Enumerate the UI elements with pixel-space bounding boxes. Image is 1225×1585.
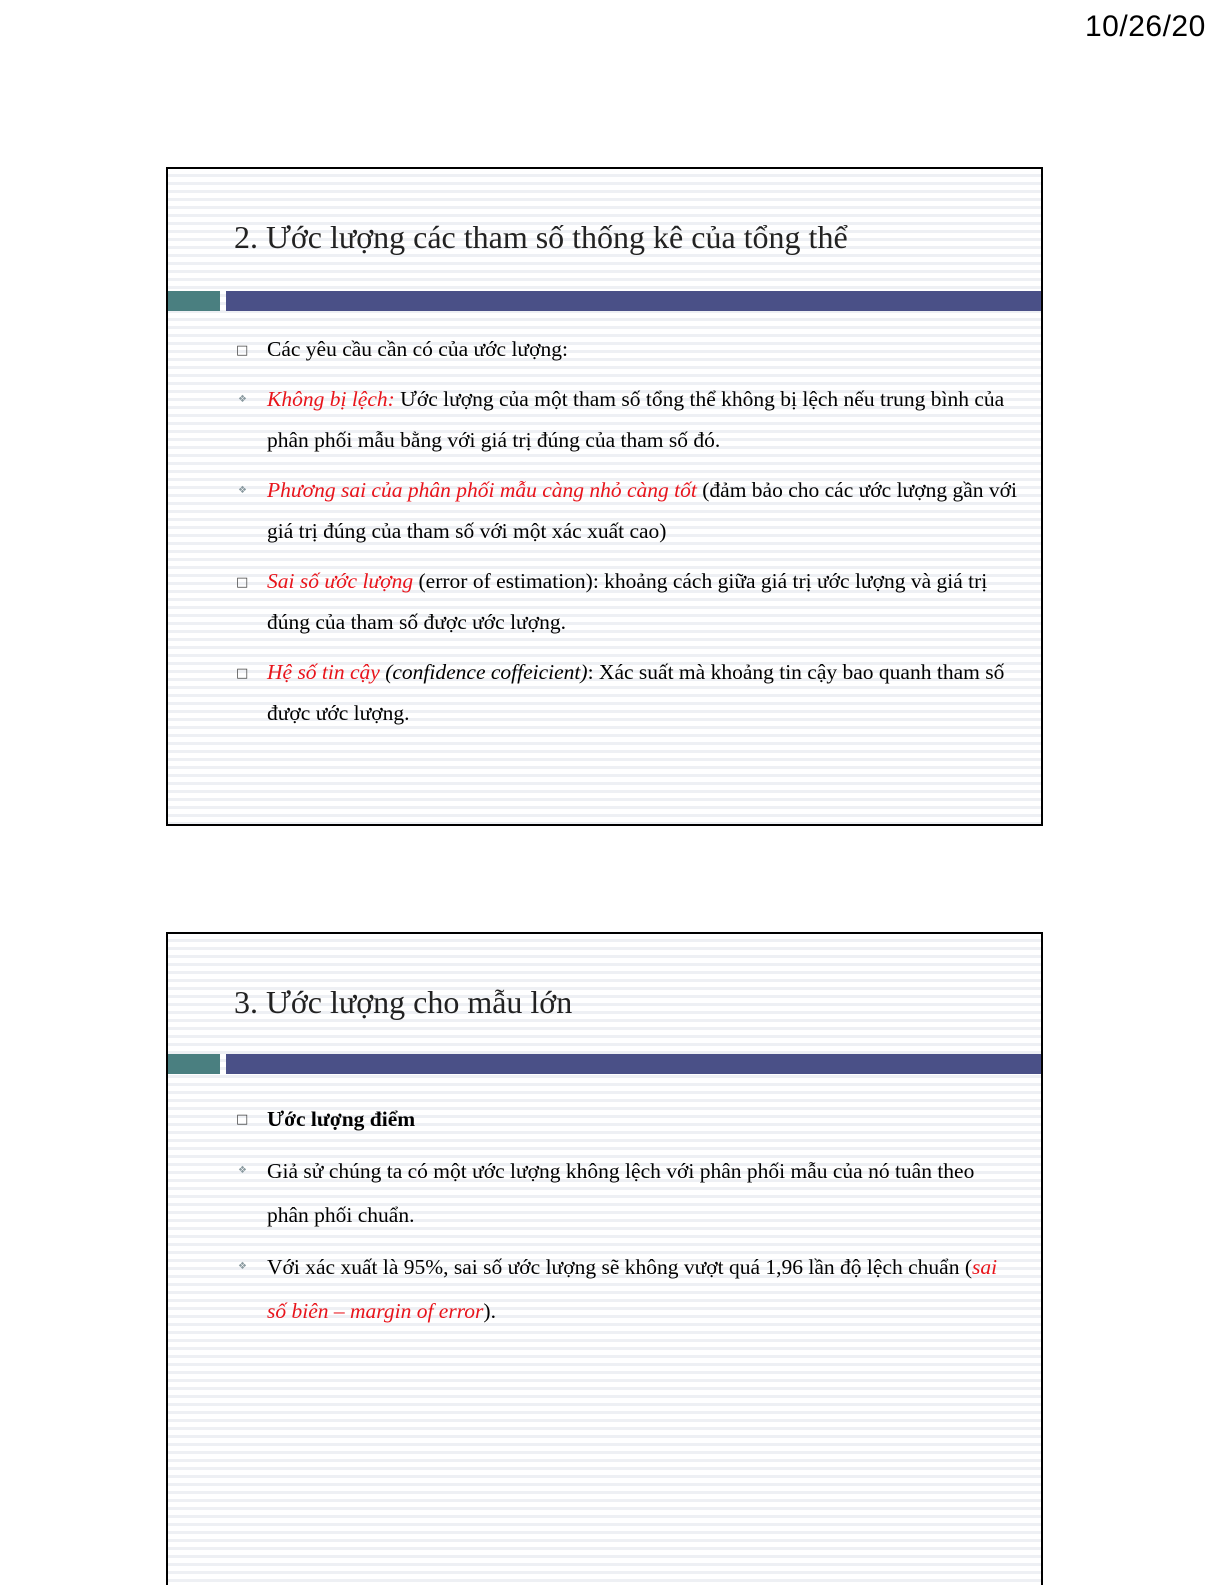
square-bullet-icon: □: [236, 1112, 249, 1127]
slide-content: [232, 329, 1021, 743]
slide-title: 3. Ước lượng cho mẫu lớn: [234, 984, 573, 1020]
diamond-bullet-icon: ❖: [238, 485, 247, 496]
title-accent-bar: [168, 291, 220, 311]
slide-2: [166, 167, 1043, 826]
item-text: Giả sử chúng ta có một ước lượng không lệch với phân phối mẫu của nó tuân theo phân phối chuẩn.: [267, 1159, 975, 1227]
item-text: : Xác suất mà khoảng tin cậy bao quanh tham số được ước lượng.: [267, 660, 1005, 725]
square-bullet-icon: □: [236, 343, 249, 358]
item-text: Với xác xuất là 95%, sai số ước lượng sẽ không vượt quá 1,96 lần độ lệch chuẩn (: [267, 1255, 972, 1279]
item-term-english: (confidence coffeicient): [379, 660, 588, 684]
item-term: Hệ số tin cậy: [267, 660, 380, 684]
item-heading: Ước lượng điểm: [267, 1107, 416, 1131]
page-date: 10/26/20: [1085, 10, 1206, 43]
list-item: [232, 1245, 1021, 1333]
item-tail: ).: [483, 1299, 496, 1323]
slide-3: [166, 932, 1043, 1585]
square-bullet-icon: □: [236, 666, 249, 681]
square-bullet-icon: □: [236, 575, 249, 590]
item-text: (đảm bảo cho các ước lượng gần với giá trị đúng của tham số với một xác xuất cao): [267, 478, 1017, 543]
slide-content: [232, 1097, 1021, 1342]
list-item: [232, 561, 1021, 643]
diamond-bullet-icon: ❖: [238, 1261, 247, 1272]
item-text: (error of estimation): khoảng cách giữa giá trị ước lượng và giá trị đúng của tham số được ước lượng.: [267, 569, 988, 634]
item-text: Các yêu cầu cần có của ước lượng:: [267, 337, 568, 361]
item-term: sai số biên – margin of error: [267, 1255, 998, 1323]
diamond-bullet-icon: ❖: [238, 1165, 247, 1176]
list-item: [232, 470, 1021, 552]
item-text: Ước lượng của một tham số tổng thể không bị lệch nếu trung bình của phân phối mẫu bằng với giá trị đúng của tham số đó.: [267, 387, 1005, 452]
diamond-bullet-icon: ❖: [238, 394, 247, 405]
slide-title: 2. Ước lượng các tham số thống kê của tổng thể: [234, 219, 848, 255]
list-item: [232, 1149, 1021, 1237]
title-divider-bar: [226, 291, 1041, 311]
list-item: [232, 379, 1021, 461]
item-term: Sai số ước lượng: [267, 569, 414, 593]
title-divider-bar: [226, 1054, 1041, 1074]
item-term: Phương sai của phân phối mẫu càng nhỏ càng tốt: [267, 478, 697, 502]
item-term: Không bị lệch:: [267, 387, 395, 411]
list-item: [232, 329, 1021, 370]
title-accent-bar: [168, 1054, 220, 1074]
list-item: [232, 1097, 1021, 1141]
list-item: [232, 652, 1021, 734]
